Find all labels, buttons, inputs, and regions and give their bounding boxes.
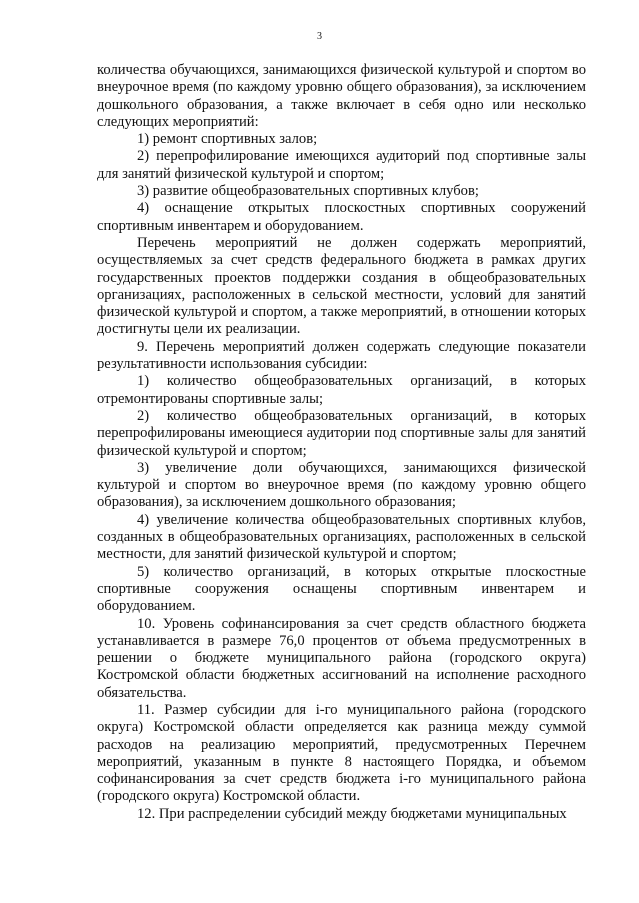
list-item-outdoor-facilities: 4) оснащение открытых плоскостных спортивных сооружений спортивным инвентарем и оборудованием. [97,200,586,234]
indicator-4: 4) увеличение количества общеобразовательных спортивных клубов, созданных в общеобразовательных организациях, расположенных в сельской местности, для занятий физической культурой и спортом; [97,511,586,563]
indicator-5: 5) количество организаций, в которых открытые плоскостные спортивные сооружения оснащены спортивным инвентарем и оборудованием. [97,563,586,615]
paragraph-continuation: количества обучающихся, занимающихся физической культурой и спортом во внеурочное время (по каждому уровню общего образования), за исключением дошкольного образования, а также включает в себя одно или несколько следующих мероприятий: [97,62,586,130]
indicator-2: 2) количество общеобразовательных организаций, в которых перепрофилированы имеющиеся аудитории под спортивные залы для занятий физической культурой и спортом; [97,407,586,459]
clause-9: 9. Перечень мероприятий должен содержать следующие показатели результативности использования субсидии: [97,338,586,373]
clause-11: 11. Размер субсидии для i-го муниципального района (городского округа) Костромской области определяется как разница между суммой расходов на реализацию мероприятий, предусмотренных Перечнем мероприятий, указанным в пункте 8 настоящего Порядка, и объемом софинансирования за счет средств бюджета i-го муниципального района (городского округа) Костромской области. [97,701,586,805]
page-number: 3 [317,31,322,42]
list-item-gym-repair: 1) ремонт спортивных залов; [137,131,318,148]
list-item-sports-clubs: 3) развитие общеобразовательных спортивных клубов; [137,183,479,200]
indicator-1: 1) количество общеобразовательных организаций, в которых отремонтированы спортивные залы; [97,373,586,407]
document-body [97,62,586,823]
clause-10: 10. Уровень софинансирования за счет средств областного бюджета устанавливается в размере 76,0 процентов от объема предусмотренных в решении о бюджете муниципального района (городского округа) Костромской области бюджетных ассигнований на исполнение расходного обязательства. [97,615,586,701]
paragraph-exclusions: Перечень мероприятий не должен содержать мероприятий, осуществляемых за счет средств федерального бюджета в рамках других государственных проектов поддержки создания в общеобразовательных организациях, расположенных в сельской местности, условий для занятий физической культурой и спортом, а также мероприятий, в отношении которых достигнуты цели их реализации. [97,234,586,338]
list-item-room-conversion: 2) перепрофилирование имеющихся аудиторий под спортивные залы для занятий физической культурой и спортом; [97,148,586,182]
indicator-3: 3) увеличение доли обучающихся, занимающихся физической культурой и спортом во внеурочное время (по каждому уровню общего образования), за исключением дошкольного образования; [97,459,586,511]
clause-12: 12. При распределении субсидий между бюджетами муниципальных [137,805,567,822]
